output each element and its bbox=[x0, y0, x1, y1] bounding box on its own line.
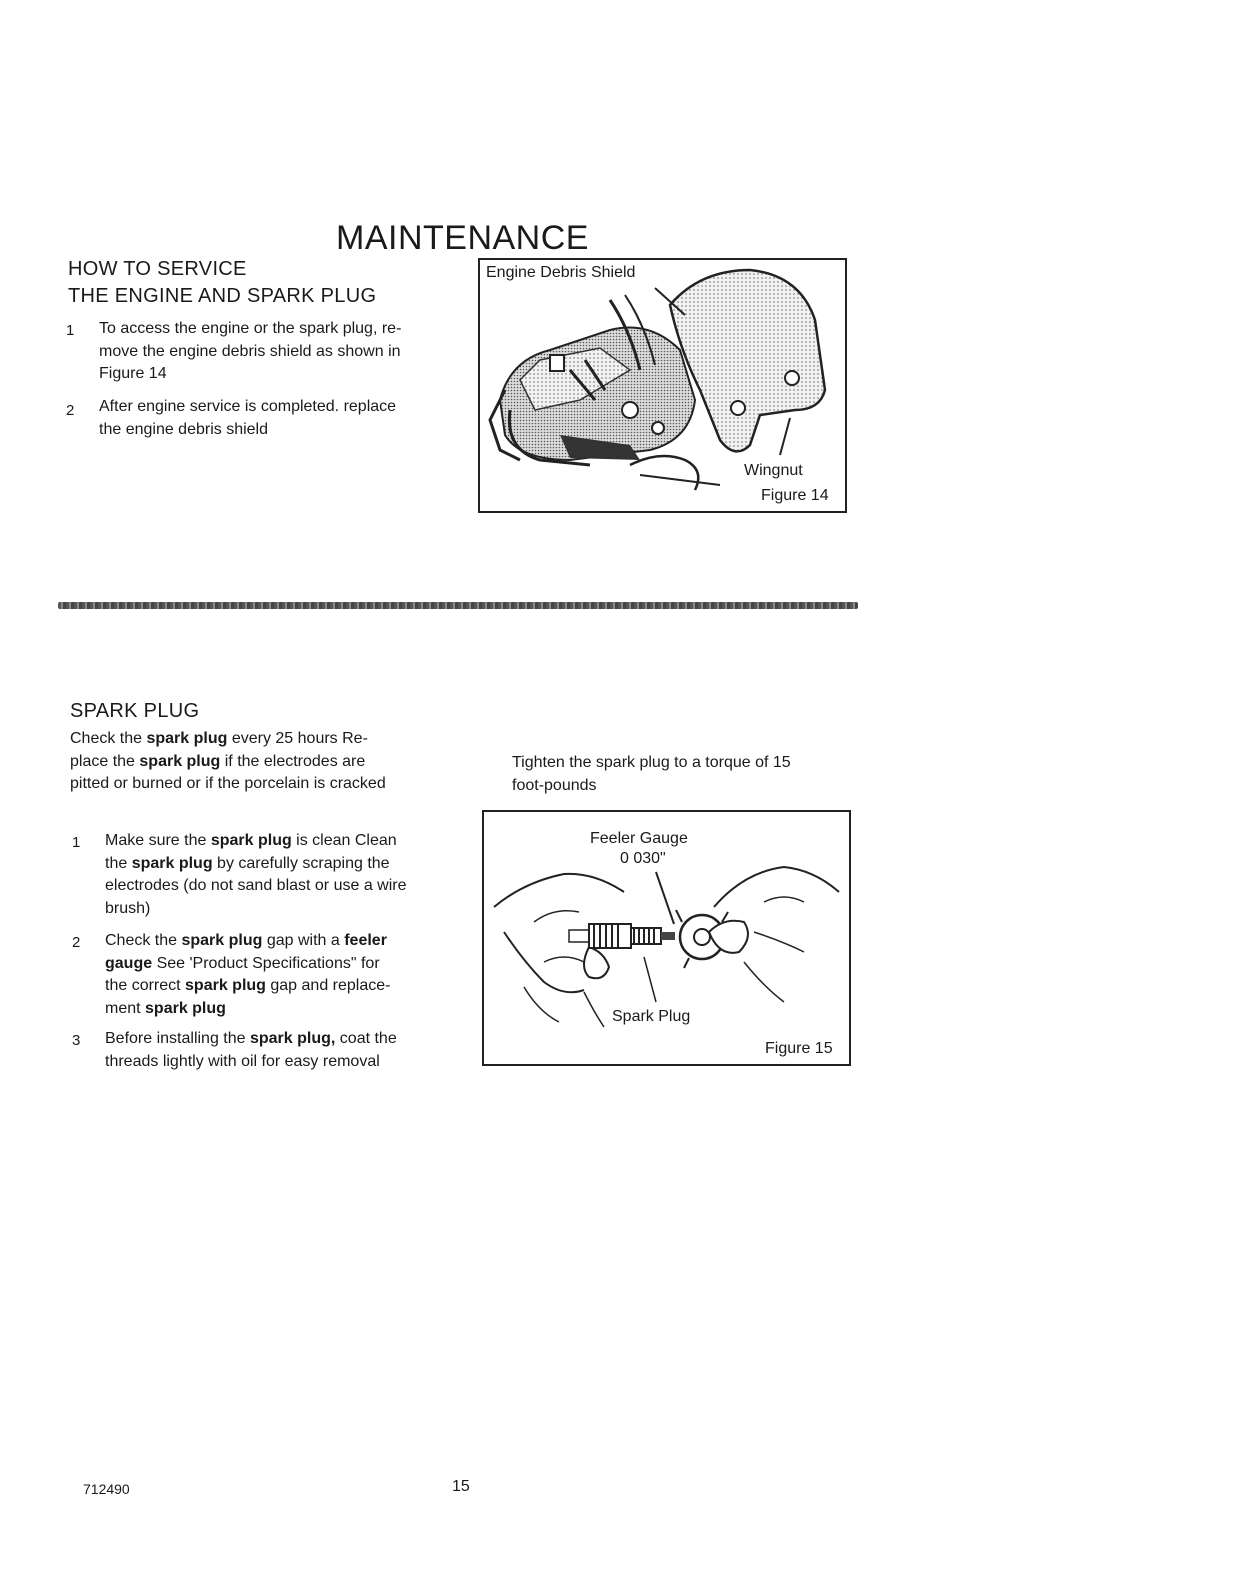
text: pitted or burned or if the porcelain is cracked bbox=[70, 775, 386, 792]
text: electrodes (do not sand blast or use a wire bbox=[105, 877, 407, 894]
service-step-2 bbox=[99, 396, 459, 441]
spark-plug-step-3 bbox=[105, 1028, 441, 1073]
text: Check the bbox=[70, 730, 147, 747]
step-number: 2 bbox=[66, 402, 75, 419]
document-code: 712490 bbox=[83, 1481, 130, 1497]
step-line: Figure 14 bbox=[99, 365, 167, 382]
term: spark plug bbox=[181, 932, 263, 949]
term: spark plug bbox=[145, 999, 226, 1017]
text: foot-pounds bbox=[512, 776, 597, 794]
text: every 25 hours Re- bbox=[227, 730, 368, 747]
term: spark plug bbox=[185, 977, 266, 994]
step-line: the engine debris shield bbox=[99, 420, 269, 438]
figure-caption: Figure 15 bbox=[765, 1040, 833, 1057]
section-divider bbox=[58, 602, 858, 609]
section-heading-line2: THE ENGINE AND SPARK PLUG bbox=[68, 285, 377, 307]
label-feeler-gauge: Feeler Gauge bbox=[590, 830, 688, 847]
text: place the bbox=[70, 752, 140, 770]
term: gauge bbox=[105, 954, 153, 972]
section-heading-line1: HOW TO SERVICE bbox=[68, 258, 247, 280]
page-number: 15 bbox=[452, 1478, 470, 1495]
step-line: After engine service is completed. replace bbox=[99, 398, 397, 415]
text: Tighten the spark plug to a torque of 15 bbox=[512, 754, 791, 771]
figure-14 bbox=[478, 258, 847, 513]
step-number: 2 bbox=[72, 934, 81, 951]
text: if the electrodes are bbox=[220, 752, 366, 770]
label-spark-plug: Spark Plug bbox=[612, 1008, 691, 1025]
spark-plug-step-2 bbox=[105, 930, 441, 1020]
label-engine-debris-shield: Engine Debris Shield bbox=[486, 264, 636, 281]
spark-plug-intro bbox=[70, 728, 440, 796]
figure-15 bbox=[482, 810, 851, 1066]
figure-caption: Figure 14 bbox=[761, 487, 829, 504]
term: spark plug, bbox=[249, 1030, 336, 1047]
text: gap and replace- bbox=[265, 977, 391, 994]
step-line: move the engine debris shield as shown in bbox=[99, 342, 401, 360]
page-title: MAINTENANCE bbox=[336, 219, 589, 257]
label-wingnut: Wingnut bbox=[744, 462, 803, 479]
term: spark plug bbox=[131, 854, 213, 872]
step-number: 3 bbox=[72, 1032, 81, 1049]
text: is clean Clean bbox=[291, 832, 397, 849]
text: the correct bbox=[105, 977, 186, 994]
text: threads lightly with oil for easy removal bbox=[105, 1052, 380, 1070]
term: spark plug bbox=[210, 832, 292, 849]
term: feeler bbox=[344, 932, 387, 949]
torque-instruction bbox=[512, 752, 852, 797]
text: by carefully scraping the bbox=[212, 854, 390, 872]
spark-plug-heading: SPARK PLUG bbox=[70, 700, 200, 722]
step-number: 1 bbox=[72, 834, 81, 851]
text: Before installing the bbox=[105, 1030, 250, 1047]
text: gap with a bbox=[262, 932, 345, 949]
feeler-gauge-illustration bbox=[484, 812, 849, 1064]
step-number: 1 bbox=[66, 322, 75, 339]
text: brush) bbox=[105, 899, 151, 917]
spark-plug-step-1 bbox=[105, 830, 441, 920]
term: spark plug bbox=[146, 730, 228, 747]
text: Check the bbox=[105, 932, 182, 949]
label-gap-value: 0 030" bbox=[620, 850, 666, 867]
text: coat the bbox=[335, 1030, 397, 1047]
text: ment bbox=[105, 999, 146, 1017]
term: spark plug bbox=[139, 752, 221, 770]
text: See 'Product Specifications" for bbox=[152, 954, 380, 972]
text: the bbox=[105, 854, 132, 872]
service-step-1 bbox=[99, 318, 459, 386]
text: Make sure the bbox=[105, 832, 211, 849]
step-line: To access the engine or the spark plug, re- bbox=[99, 320, 402, 337]
